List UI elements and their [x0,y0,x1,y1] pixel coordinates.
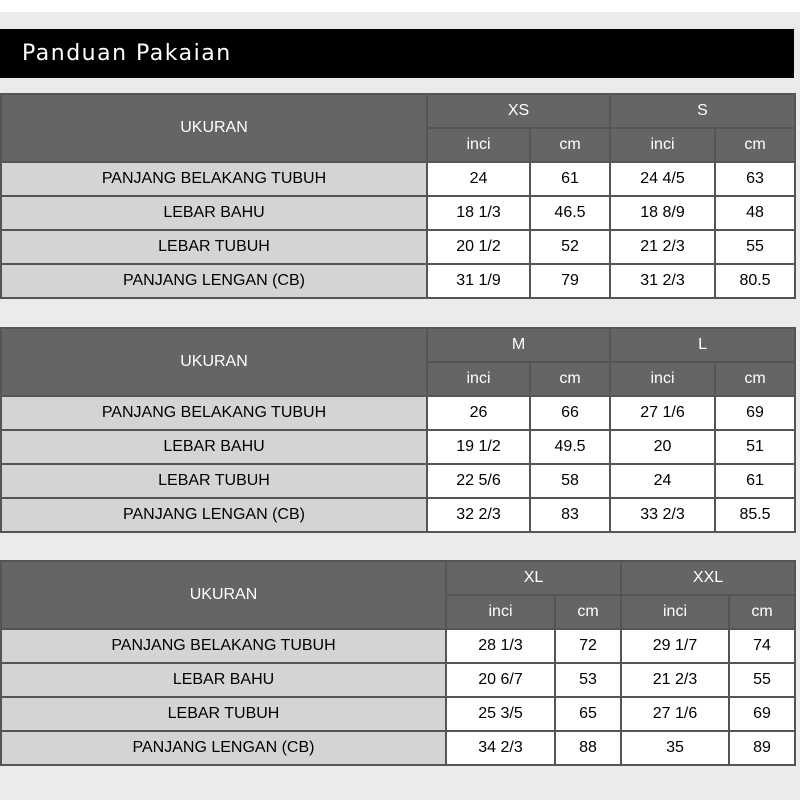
value-cell: 83 [530,498,610,532]
value-cell: 80.5 [715,264,795,298]
value-cell: 69 [715,396,795,430]
table-row [1,498,795,532]
value-cell: 55 [715,230,795,264]
value-cell: 33 2/3 [610,498,715,532]
size-header-label: UKURAN [1,328,427,396]
table-row [1,430,795,464]
unit-inch: inci [427,362,530,396]
value-cell: 35 [621,731,729,765]
unit-cm: cm [555,595,621,629]
unit-inch: inci [621,595,729,629]
value-cell: 74 [729,629,795,663]
row-label: LEBAR BAHU [1,196,427,230]
value-cell: 46.5 [530,196,610,230]
page-title: Panduan Pakaian [0,29,794,78]
size-table-xs-s [0,93,796,299]
value-cell: 61 [715,464,795,498]
value-cell: 66 [530,396,610,430]
value-cell: 24 [610,464,715,498]
row-label: LEBAR BAHU [1,430,427,464]
value-cell: 34 2/3 [446,731,555,765]
value-cell: 20 [610,430,715,464]
value-cell: 89 [729,731,795,765]
value-cell: 49.5 [530,430,610,464]
value-cell: 69 [729,697,795,731]
size-table-m-l [0,327,796,533]
unit-inch: inci [446,595,555,629]
value-cell: 28 1/3 [446,629,555,663]
value-cell: 20 6/7 [446,663,555,697]
row-label: PANJANG LENGAN (CB) [1,498,427,532]
value-cell: 29 1/7 [621,629,729,663]
size-xxl-header: XXL [621,561,795,595]
value-cell: 32 2/3 [427,498,530,532]
value-cell: 18 1/3 [427,196,530,230]
row-label: LEBAR TUBUH [1,230,427,264]
unit-inch: inci [610,128,715,162]
value-cell: 72 [555,629,621,663]
value-cell: 24 [427,162,530,196]
size-l-header: L [610,328,795,362]
table-row [1,396,795,430]
value-cell: 31 1/9 [427,264,530,298]
table-row [1,162,795,196]
row-label: PANJANG BELAKANG TUBUH [1,396,427,430]
value-cell: 58 [530,464,610,498]
table-row [1,663,795,697]
value-cell: 85.5 [715,498,795,532]
unit-cm: cm [530,362,610,396]
size-xs-header: XS [427,94,610,128]
value-cell: 21 2/3 [610,230,715,264]
row-label: LEBAR TUBUH [1,464,427,498]
unit-cm: cm [729,595,795,629]
table-row [1,464,795,498]
value-cell: 26 [427,396,530,430]
unit-inch: inci [427,128,530,162]
table-row [1,629,795,663]
table-row [1,264,795,298]
value-cell: 31 2/3 [610,264,715,298]
size-xl-header: XL [446,561,621,595]
unit-inch: inci [610,362,715,396]
unit-cm: cm [715,128,795,162]
value-cell: 21 2/3 [621,663,729,697]
value-cell: 79 [530,264,610,298]
table-row [1,697,795,731]
value-cell: 52 [530,230,610,264]
value-cell: 22 5/6 [427,464,530,498]
row-label: LEBAR BAHU [1,663,446,697]
table-row [1,731,795,765]
size-s-header: S [610,94,795,128]
value-cell: 24 4/5 [610,162,715,196]
value-cell: 51 [715,430,795,464]
size-m-header: M [427,328,610,362]
table-row [1,230,795,264]
value-cell: 27 1/6 [610,396,715,430]
value-cell: 48 [715,196,795,230]
value-cell: 20 1/2 [427,230,530,264]
value-cell: 63 [715,162,795,196]
value-cell: 27 1/6 [621,697,729,731]
value-cell: 18 8/9 [610,196,715,230]
value-cell: 25 3/5 [446,697,555,731]
value-cell: 53 [555,663,621,697]
row-label: LEBAR TUBUH [1,697,446,731]
size-table-xl-xxl [0,560,796,766]
unit-cm: cm [530,128,610,162]
value-cell: 61 [530,162,610,196]
row-label: PANJANG BELAKANG TUBUH [1,162,427,196]
table-row [1,196,795,230]
value-cell: 65 [555,697,621,731]
size-header-label: UKURAN [1,561,446,629]
row-label: PANJANG LENGAN (CB) [1,264,427,298]
row-label: PANJANG BELAKANG TUBUH [1,629,446,663]
size-header-label: UKURAN [1,94,427,162]
value-cell: 19 1/2 [427,430,530,464]
value-cell: 88 [555,731,621,765]
top-strip [0,0,800,12]
value-cell: 55 [729,663,795,697]
row-label: PANJANG LENGAN (CB) [1,731,446,765]
unit-cm: cm [715,362,795,396]
